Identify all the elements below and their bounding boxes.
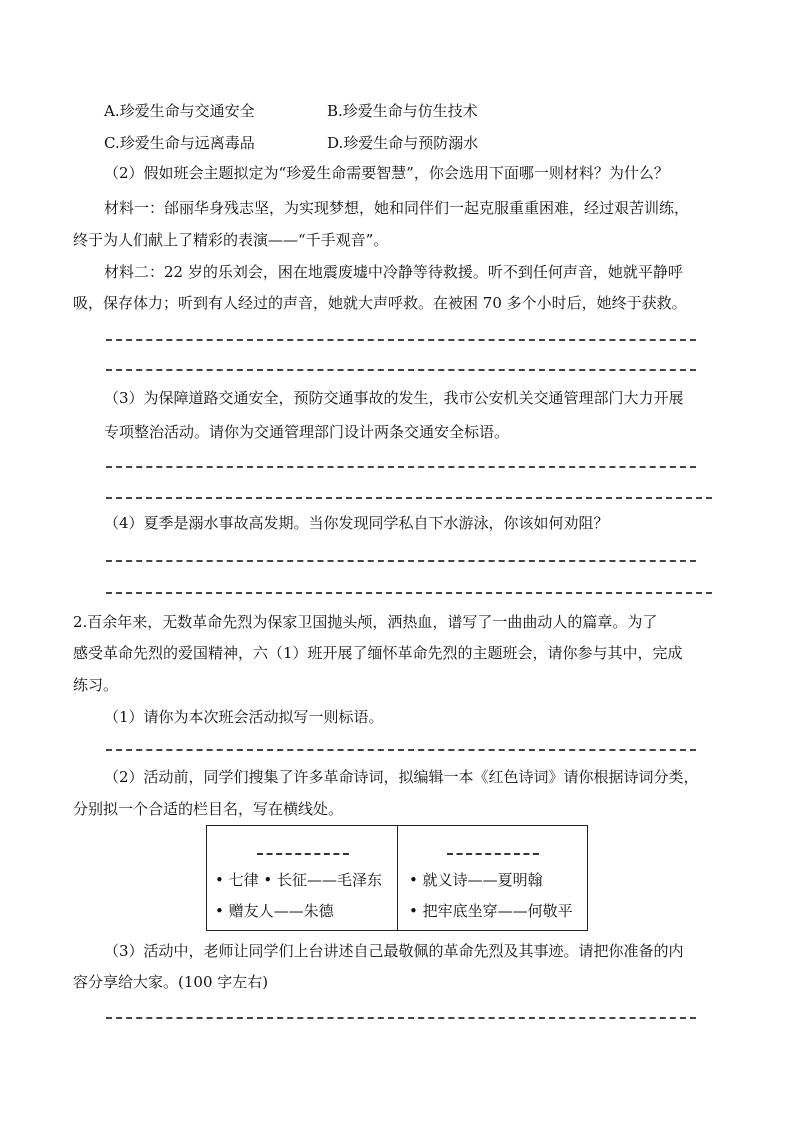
answer-line[interactable]	[106, 339, 696, 341]
question-1-3-line-1: （3）为保障道路交通安全，预防交通事故的发生，我市公安机关交通管理部门大力开展	[104, 389, 684, 407]
material-1-line-2: 终于为人们献上了精彩的表演——“千手观音”。	[73, 231, 389, 249]
question-2-2-line-1: （2）活动前，同学们搜集了许多革命诗词，拟编辑一本《红色诗词》请你根据诗词分类，	[104, 768, 699, 786]
question-2-line-3: 练习。	[73, 676, 119, 694]
option-b: B.珍爱生命与仿生技术	[327, 102, 478, 120]
material-2-line-2: 吸，保存体力；听到有人经过的声音，她就大声呼救。在被困 70 多个小时后，她终于获救。	[73, 294, 687, 312]
poem-column-right	[397, 826, 587, 930]
poem-category-table	[206, 825, 588, 931]
poem-item: • 七律 • 长征——毛泽东	[215, 871, 383, 889]
answer-line[interactable]	[106, 1017, 696, 1019]
question-2-line-2: 感受革命先烈的爱国精神，六（1）班开展了缅怀革命先烈的主题班会，请你参与其中，完成	[73, 644, 683, 662]
option-d: D.珍爱生命与预防溺水	[327, 134, 479, 152]
poem-item: • 把牢底坐穿——何敬平	[409, 902, 573, 920]
answer-line[interactable]	[106, 749, 696, 751]
question-2-3-line-1: （3）活动中，老师让同学们上台讲述自己最敬佩的革命先烈及其事迹。请把你准备的内	[104, 942, 684, 960]
poem-item: • 就义诗——夏明翰	[409, 871, 543, 889]
poem-column-left	[207, 826, 398, 930]
question-1-4: （4）夏季是溺水事故高发期。当你发现同学私自下水游泳，你该如何劝阻？	[104, 514, 609, 532]
column-title-blank[interactable]	[257, 853, 349, 855]
poem-item: • 赠友人——朱德	[215, 902, 334, 920]
column-title-blank[interactable]	[447, 853, 539, 855]
option-a: A.珍爱生命与交通安全	[104, 102, 255, 120]
question-2-3-line-2: 容分享给大家。(100 字左右)	[73, 973, 269, 991]
answer-line[interactable]	[106, 497, 712, 499]
answer-line[interactable]	[106, 560, 696, 562]
material-1-line-1: 材料一：邰丽华身残志坚，为实现梦想，她和同伴们一起克服重重困难，经过艰苦训练，	[104, 199, 690, 217]
answer-line[interactable]	[106, 466, 696, 468]
answer-line[interactable]	[106, 592, 712, 594]
question-2-line-1: 2.百余年来，无数革命先烈为保家卫国抛头颅，洒热血，谱写了一曲曲动人的篇章。为了	[73, 613, 658, 631]
answer-line[interactable]	[106, 369, 696, 371]
question-1-2: （2）假如班会主题拟定为“珍爱生命需要智慧”，你会选用下面哪一则材料？为什么？	[104, 164, 669, 182]
option-c: C.珍爱生命与远离毒品	[104, 134, 255, 152]
question-1-3-line-2: 专项整治活动。请你为交通管理部门设计两条交通安全标语。	[104, 423, 510, 441]
question-2-2-line-2: 分别拟一个合适的栏目名，写在横线处。	[73, 800, 344, 818]
material-2-line-1: 材料二：22 岁的乐刘会，困在地震废墟中冷静等待救援。听不到任何声音，她就平静呼	[104, 263, 683, 281]
question-2-1: （1）请你为本次班会活动拟写一则标语。	[104, 708, 384, 726]
